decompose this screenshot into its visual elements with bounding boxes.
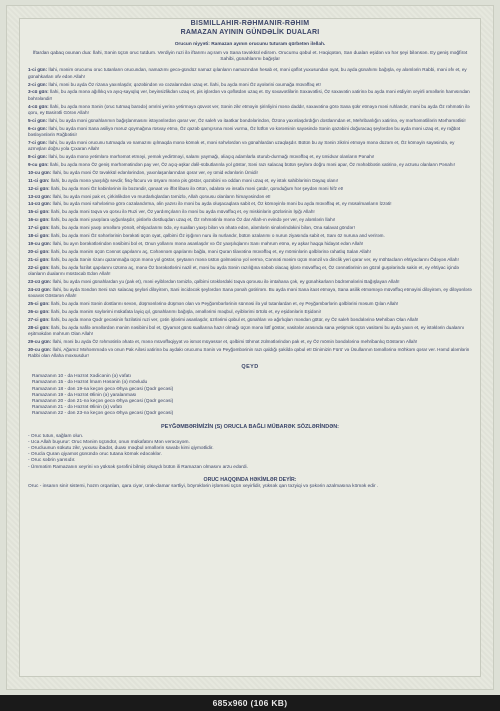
daily-prayer-item	[28, 140, 472, 153]
day-label: 9-cu gün:	[28, 162, 49, 168]
day-label: 14-cü gün:	[28, 201, 52, 207]
day-label: 13-cü gün:	[28, 193, 52, 199]
day-label: 7-ci gün:	[28, 139, 48, 145]
event-item: Ramazanın 20 - dən 21-nə keçən gecə Əhya gecəsi (Qədr gecəsi)	[32, 399, 174, 405]
day-prayer-text: İlahi, bu ayda məni Öz kəbinlərinin ilə bəzəndir, qənaət və iffət libası ilə örtün, ədalətə və insafa məni çatdır, qorxduğum hər şeydən məni hifz et!	[50, 185, 344, 191]
event-item: Ramazanın 19 - da Həzrət Əlinin (ə) yaralanması	[32, 392, 137, 398]
quote-item: - Oruc tutun, sağlam olun.	[28, 433, 84, 439]
daily-prayer-item	[28, 186, 472, 192]
daily-prayer-item	[28, 339, 472, 345]
day-label: 18-ci gün:	[28, 233, 50, 239]
day-prayer-text: İlahi, bu ayda məni yaxşılara uyğunlaşdır, pislərlə dostluqdan uzaq et, Öz rəhmətinlə mənə Öz dar Allah-ın evində yer ver, ey aləmlərin İlahı!	[50, 217, 336, 223]
quote-item: - Oruc səbrin yarısıdır.	[28, 458, 76, 464]
day-label: 19-cu gün:	[28, 240, 52, 246]
day-label: 8-ci gün:	[28, 154, 48, 160]
daily-prayer-item	[28, 217, 472, 223]
day-label: 29-cu gün:	[28, 338, 52, 344]
day-label: 6-cı gün:	[28, 125, 48, 131]
quote-item: - Orucla Quran qiyamət günündə oruc tutana kömək edəcəklər.	[28, 452, 162, 458]
day-prayer-text: İlahi, bu ayda məni Öz təvəkkül edənlərindən, yaxınlaşanlarından qərar ver, ey ümid edənlərin Ümidi!	[52, 169, 258, 175]
daily-prayer-item	[28, 178, 472, 184]
quote-item: - Uca Allah buyurur: Oruc Mənim üçündür, onun mükafatını Mən verəcəyəm.	[28, 439, 190, 445]
daily-prayer-item	[28, 154, 472, 160]
day-label: 17-ci gün:	[28, 225, 50, 231]
day-prayer-text: İlahi, bu ayda mənim üçün Cənnət qapılarını aç, Cəhənnəm qapılarını bağla, məni Quran tilavətinə müvəffəq et, ey möminlərin qəlblərinə rahatlıq Salan Allah!	[50, 248, 371, 254]
page-title: RAMAZAN AYININ GÜNDƏLİK DUALARI	[180, 29, 320, 36]
daily-prayer-item	[28, 279, 472, 285]
event-item: Ramazanın 10 - da Həzrət Xədicənin (ə) vəfatı	[32, 374, 131, 380]
day-prayer-text: İlahi, bu ayda mənə ağıllılıq və ayıq-sayıqlıq ver, beyinsizlikdən uzaq et, pis işlərdən və qəflətdən uzaq et. Ey səxavətlilərin Səxavətlisi, Öz səxavətin xatirinə bu ayda məni etdiyim xeyirli əməllərin hamısından bəhrələndir!	[28, 89, 470, 101]
day-label: 26-cı gün:	[28, 308, 50, 314]
day-label: 23-cü gün:	[28, 278, 52, 284]
doctors-title: ORUC HAQQINDA HƏKİMLƏR DEYİR:	[203, 476, 297, 483]
day-prayer-text: İlahi, bu ayda fəzilət qapılarını üzümə aç, mənə Öz bərəkətlərini nazil et, məni bu ayda Sənin razılığına səbəb olacaq işlərə müvəffəq et, Öz cənnətlərinin ən gözəl guşələrində sakin et, ey ehtiyac içində olanların dualarını müstəcab Edən Allah!	[28, 264, 459, 276]
daily-prayer-item	[28, 89, 472, 102]
day-label: 24-cü gün:	[28, 286, 52, 292]
day-prayer-text: İlahi, bu ayda məni Sana asiliyə məruz qoymağına rüsvay etmə, Öz qəzəb qamçısına məni vurma, Öz lütfün və kərəminin sayəsində Sənin qəzəbini doğuracaq şeylərdən bu ayda məni uzaq et, ey rəğbət bəsləyənlərin Rəğbətisi!	[28, 125, 461, 138]
day-prayer-text: İlahi, bu ayda mənə yetimlərə mərhəmət etməyi, yemək yedirtməyi, salamı yaymağı, əliaçıq adamlarla oturub-durmağı müvəffəq et, ey ümidvar olanların Pənahı!	[48, 154, 375, 160]
day-label: 10-cu gün:	[28, 169, 52, 175]
day-prayer-text: İlahi, bu ayda məni Sənin dostlarını sevən, düşmənlərinə düşmən olan və Peyğəmbərlərinin sünnəsi ilə yol tutanlardan et, ey Peyğəmbərlərin qəlblərini məsum Qılan Allah!	[50, 300, 399, 306]
daily-prayer-item	[28, 317, 472, 323]
day-label: 25-ci gün:	[28, 300, 50, 306]
daily-prayer-item	[28, 301, 472, 307]
day-prayer-text: İlahi, məni bu ayda Öz rəhmətinlə əhatə et, mənə müvəffəqiyyət və ismət müyəssər et, qəlbimi töhmət zülmətlərindən pak et, ey Öz mömin bəndələrinə mehribanlıq Göstərən Allah!	[52, 338, 418, 344]
daily-prayer-item	[28, 257, 472, 263]
day-prayer-text: İlahi, bu ayda məni Öz səhərlərinin bərəkəti üçün oyat, qəlbimi Öz işığının nuru ilə nurlandır, bütün əzalarımı o nurun ziyasında sabit et, Sanı öz nuruna and verirəm.	[50, 233, 385, 239]
day-prayer-text: İlahi, məni bu ayda Öz rizana yaxınlaşdır, qəzəbindən və cəzalarından uzaq et. İlahi, bu ayda məni Öz ayələrini oxumağa müvəffəq et!	[48, 81, 321, 87]
day-label: 2-ci gün:	[28, 81, 48, 87]
day-prayer-text: İlahi, bu ayda məni səhvlərimə görə cəzalandırma, əlin yazısı ilə məni bu ayda oluşacaqlara sabit et, Öz köməyinlə məni bu ayda müvəffəq et, ey müsəlmanların İzzəti!	[52, 201, 392, 207]
daily-prayer-item	[28, 118, 472, 124]
daily-prayer-item	[28, 309, 472, 315]
day-prayer-text: İlahi, bu ayda məni orucunu tutmaqda və namazını qılmaqda mənə kömək et, məni səhvlərdən və günahlardan uzaqlaşdır. Bütün bu ay Sənin zikrini etməyə mənə düzəm et, Öz köməyin sayəsində, ey azmışları doğru yola Çıxaran Allah!	[28, 139, 455, 152]
daily-prayer-item	[28, 82, 472, 88]
events-list	[28, 374, 472, 417]
day-prayer-text: İlahi, bu ayda məni pak et, çirkinlikdən və murdarlıqlardan təmizlə, Allah qorxusu olanların himayəsindən et!	[52, 193, 271, 199]
day-prayer-text: İlahi, bu ayın bərəkətlərindən nəsibimi bol et, Onun yollarını mənə asanlaşdır və Öz yaxşılıqlarını Sanı məhrum etmə, ey aşkar haqqa hidayət edən Allah!	[52, 240, 364, 246]
quotes-title: PEYĞƏMBƏRİMİZİN (S) ORUCLA BAĞLI MÜBARƏK SÖZLƏRİNDƏN:	[160, 423, 340, 430]
day-prayer-text: İlahi, bu ayda Səndən Seni razı salacaq şeyləri diləyirəm, Sani incidəcək şeylərdən Sana pənah gətirirəm. Bu ayda məni Sana itaət etməyə, Sana asilik etməməyə müvəffəq etməyini diləyirəm, ey diləyənlərə səxavət Göstərən Allah!	[28, 286, 472, 298]
day-label: 21-ci gün:	[28, 256, 50, 262]
day-prayer-text: İlahi, bu ayda mənə Sənin (oruc tutmaq barədə) əmrini yerinə yetirməyə qüvvət ver, Sənin zikr etməyin şirinliyini mənə daddır, səxavətinə görə Sana şükr etməyə məni ruhlandır, məni bu ayda Öz rəhmətin ilə qoru, ey Basirətli Görən Allah!	[28, 103, 470, 115]
daily-prayer-item	[28, 287, 472, 300]
daily-prayer-item	[28, 162, 472, 168]
event-item: Ramazanın 18 - dən 19-na keçən gecə Əhya gecəsi (Qədr gecəsi)	[32, 386, 174, 392]
daily-prayer-item	[28, 265, 472, 278]
quote-item: - Orucluunun sükutu zikr, yuxusu ibadət, duası məqbul əməllərin savabı kimi qiymətlidir.	[28, 446, 214, 452]
niyyat-text: Orucun niyyəti: Ramazan ayının orucunu tuturam qürbətən iləllah.	[174, 42, 326, 47]
day-label: 30-cu gün:	[28, 346, 52, 352]
quote-item: - Ümmətim Ramazanın xeyrini və yüksək şərəfini bilmiş olsaydı bütün ili Ramazan olmasını arzu edərdi.	[28, 464, 248, 470]
day-label: 1-ci gün:	[28, 67, 48, 73]
event-item: Ramazanın 15 - də Həzrət İmam Həsənin (ə) mövludu	[32, 380, 148, 386]
event-item: Ramazanın 22 - dən 23-nə keçən gecə Əhya gecəsi (Qədr gecəsi)	[32, 411, 174, 417]
day-prayer-text: İlahi, bu ayda məni günahlarımın bağışlanmasını istəyənlərdən qərar ver, Öz saleh və itaətkar bəndələrindən, Özünə yaxınlaşdırdığın dostlarından et, Mehribanlığın xatirinə, ey mərhəmətlilərin Mərhəmətlisi!	[48, 117, 466, 123]
title-bismillah: BISMILLAHIR-RƏHMANIR-RƏHIM	[190, 20, 310, 27]
daily-prayer-item	[28, 233, 472, 239]
day-prayer-text: İlahi, bu ayda məni günahlardan yu (pak et), məni eyiblərdən təmizlə, qəlbimi ürəklərdəki təqva qorxusu ilə imtahana çək, ey günahkarların büdrəmələrini Bağışlayan Allah!	[52, 278, 400, 284]
day-label: 22-ci gün:	[28, 264, 50, 270]
daily-prayer-item	[28, 209, 472, 215]
day-label: 20-ci gün:	[28, 248, 50, 254]
day-prayer-text: İlahi, bu ayda mənə yaxşılığı sevdir, fisq-fücuru və üsyanı mənə pis göstər, qəzəbini və oddan məni uzaq et, ey istək sahiblərinin Dayaq olanı!	[50, 177, 339, 183]
day-prayer-text: İlahi, bu ayda nafilə əməllərdən mənim nəsibimi bol et, Qiyamət günü suallarına hazır olmağı üçün mənə lütf göstər, vasitələr arasında sana yetişmək üçün vasitəmi bu ayda yaxın et, ey istəklərin dualarını eşitməkdən məhrum Olan Allah!	[28, 324, 465, 336]
day-prayer-text: İlahi, bu ayda Sənin rizanı qazanmağa üçün mənə yol göstər, şeytanın mənə üstün gəlməsinə yol vermə, Cənnəti mənim üçün mənzil və dinclik yeri qərar ver, ey möhtacların ehtiyaclarını Ödəyən Allah!	[50, 256, 459, 262]
document-content	[28, 20, 472, 490]
day-label: 5-ci gün:	[28, 117, 48, 123]
daily-prayer-item	[28, 249, 472, 255]
day-label: 12-ci gün:	[28, 185, 50, 191]
daily-prayer-item	[28, 126, 472, 139]
daily-prayer-item	[28, 325, 472, 338]
image-size-caption: 685x960 (106 KB)	[0, 695, 500, 711]
daily-prayer-item	[28, 201, 472, 207]
daily-prayer-item	[28, 170, 472, 176]
daily-prayer-item	[28, 347, 472, 360]
day-prayer-text: İlahi, Ağamız Məhəmmədə və onun Pak Ailəsi xatirinə bu aydakı orucumu Sənin və Peyğəmbərinin razı qaldığı şəkildə qəbul et! Dinimizin Fürü' və Üsullarının təməllərinə möhkəm qərar ver. Həmd aləmlərin Rabbi olan Allaha məxsusdur!	[28, 346, 470, 358]
day-label: 4-cü gün:	[28, 103, 49, 109]
day-prayer-text: İlahi, mənim orucumu oruc tutanların orucundan, namazımı gecə-gündüz namaz qılanların namazından hesab et, məni qəflət yuxusundan oyat, bu ayda günahımı bağışla, ey aləmlərin Rabbi, məni əfv et, ey günahkarları əfv edən Allah!	[28, 67, 467, 79]
day-label: 11-ci gün:	[28, 177, 50, 183]
daily-prayer-item	[28, 225, 472, 231]
day-label: 3-cü gün:	[28, 89, 49, 95]
iftar-prayer: İftardan qabaq oxunan dua: İlahi, Sənin üçün oruc tutdum. Verdiyin ruzi ilə iftarımı açıram və Sana təvəkkül edirəm. Orucumu qəbul et. Həqiqətən, San duaları eşidən və hər şeyi bilənsən. Ey geniş məğfirət Sahibi, günahlarımı bağışla!	[32, 51, 468, 63]
quotes-list	[28, 434, 472, 471]
day-prayer-text: İlahi, bu ayda mənə Öz geniş mərhəmətindən pay ver, Öz açıq-aşkar dəlil-sübutlarınla yol göstər, Səni razı salacaq bütün şeylərə doğru məni apar, Öz məhəbbətin xatirinə, ey arzusu olanların Pənahı!	[49, 162, 455, 168]
daily-prayers-list	[28, 67, 472, 359]
daily-prayer-item	[28, 241, 472, 247]
day-prayer-text: İlahi, bu ayda məni yaxşı əməllərə yönəlt, ehtiyaclarımı ödə, ey sualları yaxşı bilən və əhatə edən, aləmlərin sinələrindəkini bilən, Ona salavat göndər!	[50, 225, 355, 231]
qeyd-title: QEYD	[241, 364, 259, 371]
day-prayer-text: İlahi, bu ayda mənə Qədr gecəsinin fəzilətini ruzi ver, çətin işlərimi asanlaşdır, üzrlərimi qəbul et, günahları və ağırlıqları məndən götür, ey Öz saleh bəndələrinə Mehriban Olan Allah!	[50, 316, 419, 322]
day-label: 15-ci gün:	[28, 209, 50, 215]
day-prayer-text: İlahi, bu ayda mənim səylərimi mükafata layiq qıl, günahlarımı bağışla, əməllərimi məqbul, eyiblərimi örtülü et, ey eşidənlərin Eşidəni!	[50, 308, 321, 314]
day-label: 27-ci gün:	[28, 316, 50, 322]
event-item: Ramazanın 21 - də Həzrət Əlinin (ə) vəfatı	[32, 405, 122, 411]
day-label: 16-cı gün:	[28, 217, 50, 223]
daily-prayer-item	[28, 67, 472, 80]
daily-prayer-item	[28, 194, 472, 200]
daily-prayer-item	[28, 104, 472, 117]
doctors-text: Oruc - insanın sinir sistemi, həzm orqanları, qara ciyər, ürək-damar sərtliyi, böyrəklərin işləməsi üçün xeyirlidir, yüksək qan təzyiqi və şəkərin azalmasına kömək edir .	[28, 483, 379, 489]
day-prayer-text: İlahi, bu ayda məni təqva və qorxu ilə Ruzi ver, Öz yardımçıların ilə məni bu ayda müvəffəq et, ey miskinlərin gözlərinin İşığı Allah!	[50, 209, 315, 215]
day-label: 28-ci gün:	[28, 324, 50, 330]
